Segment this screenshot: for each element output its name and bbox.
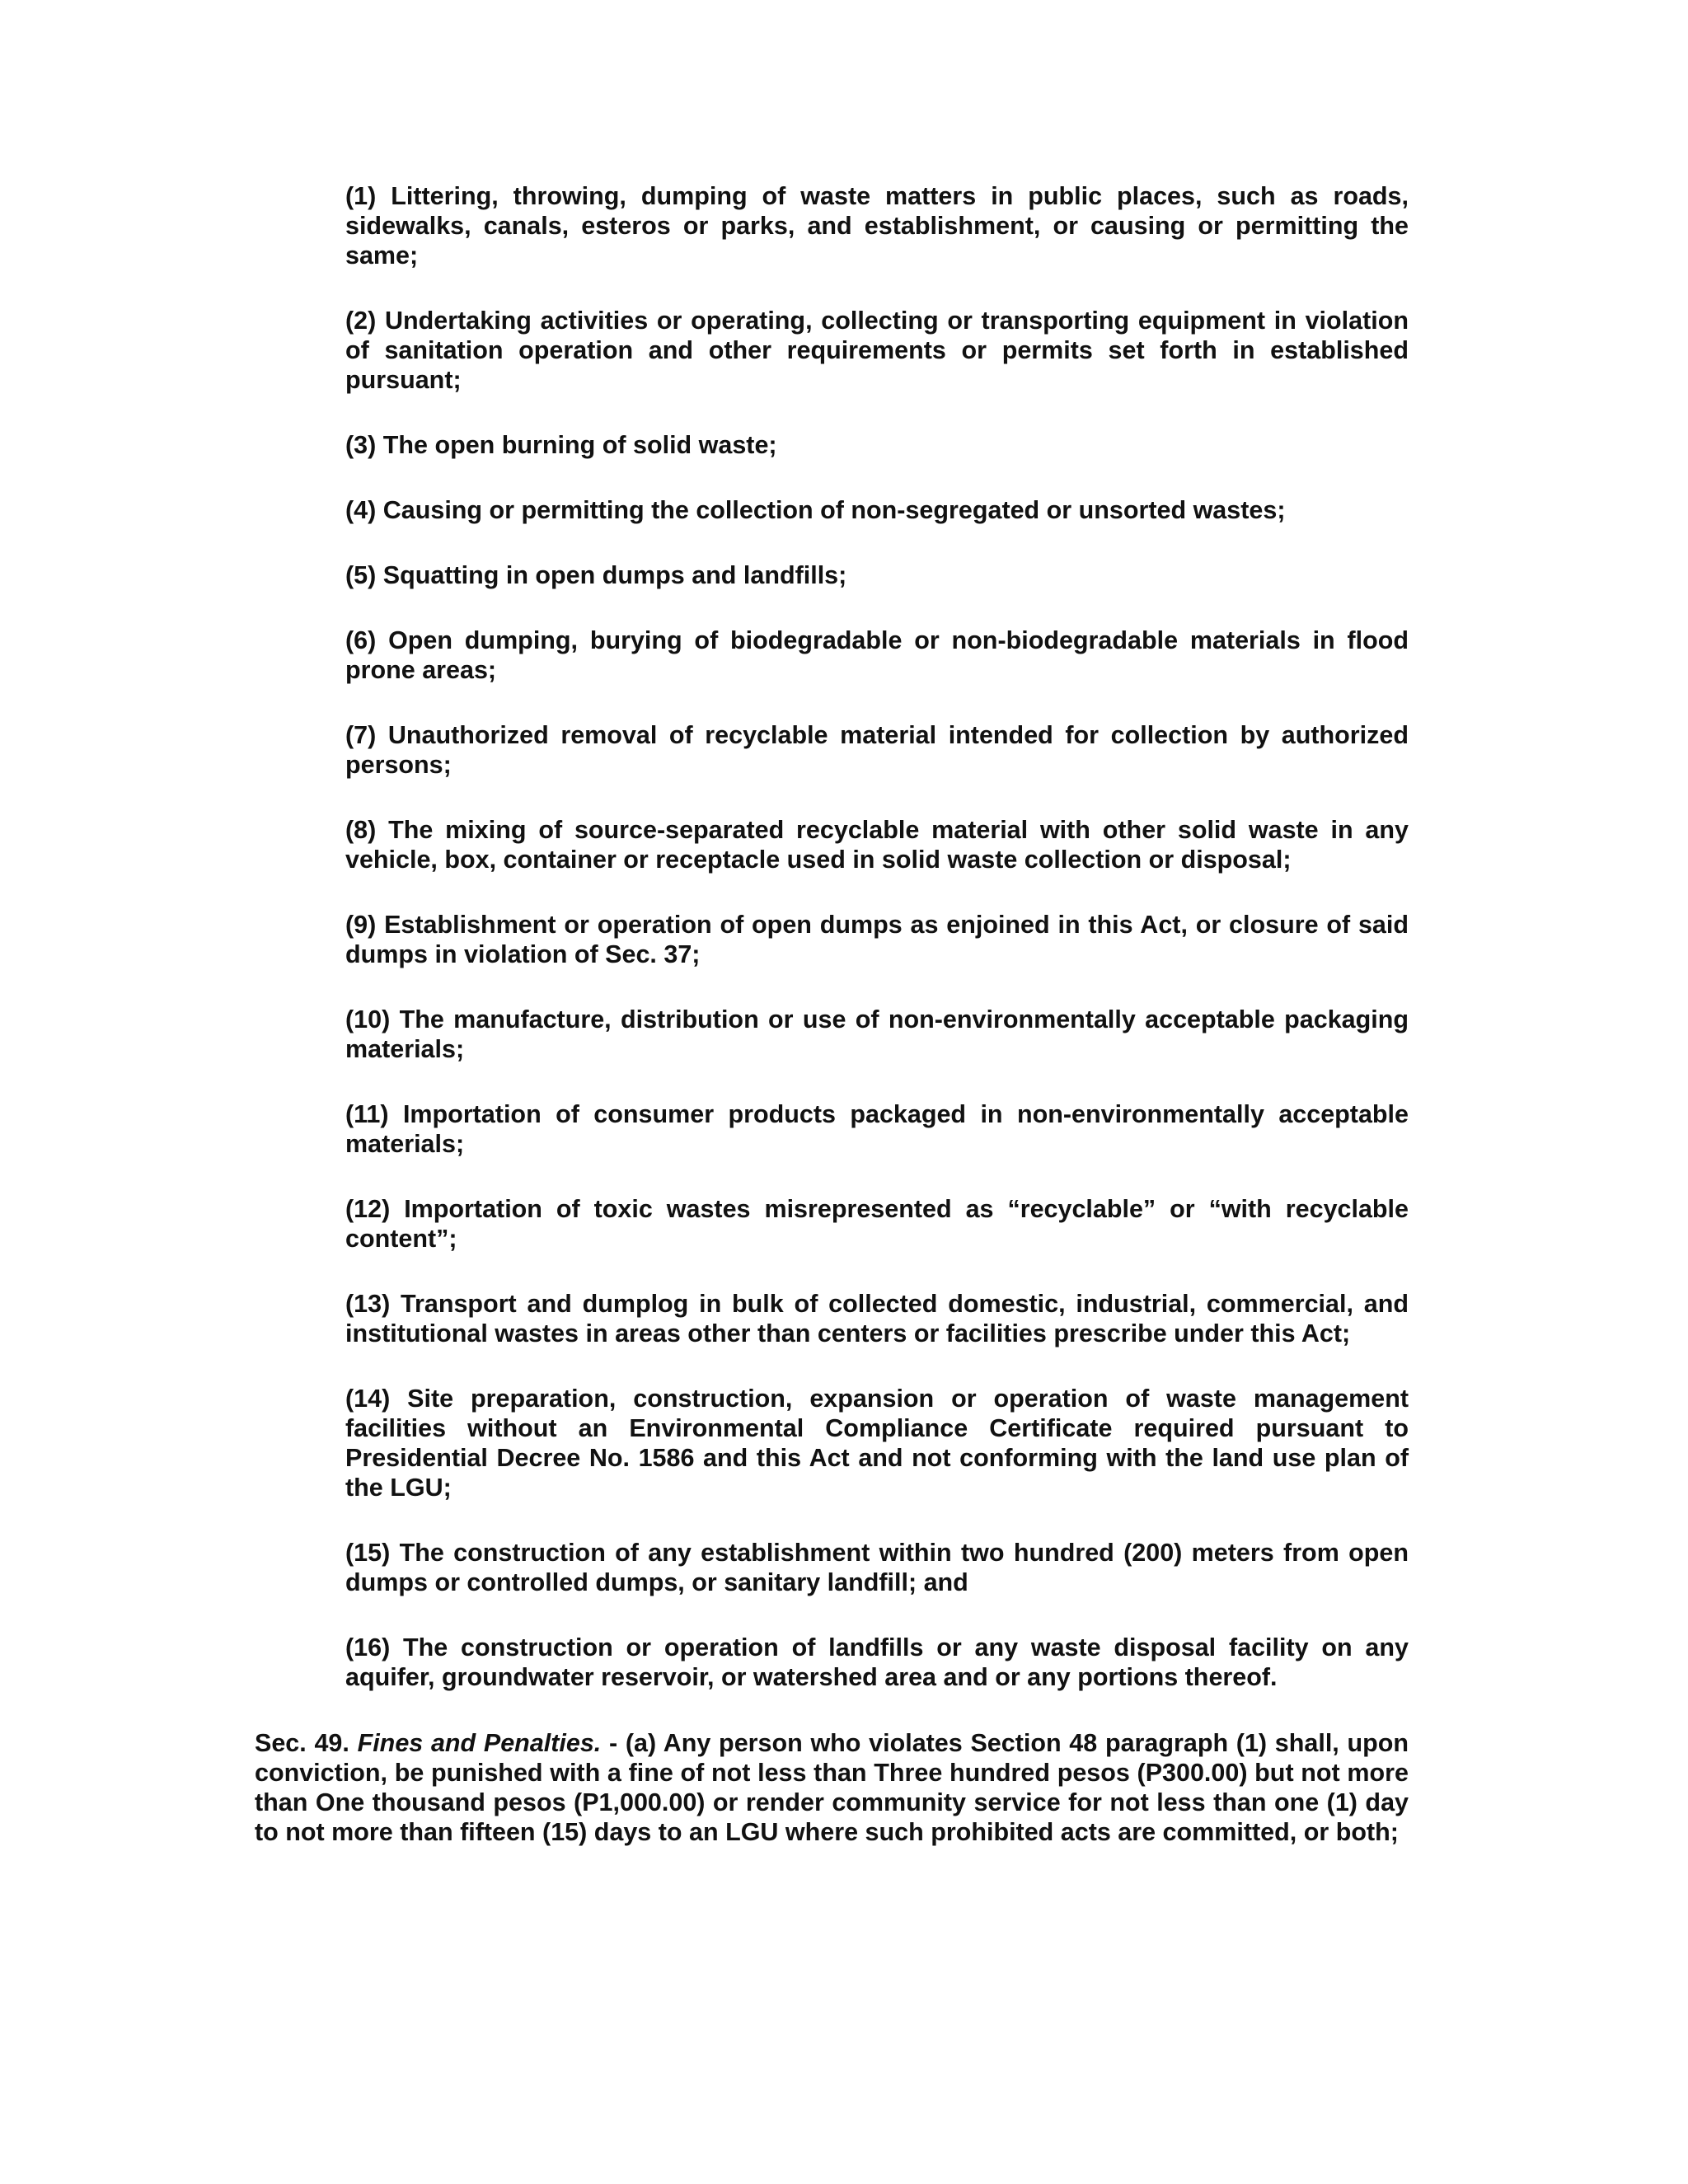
- list-item: (12) Importation of toxic wastes misrepresented as “recyclable” or “with recyclable content”;: [345, 1195, 1409, 1253]
- list-item: (2) Undertaking activities or operating, collecting or transporting equipment in violation of sanitation operation and other requirements or permits set forth in established pursuant;: [345, 307, 1409, 394]
- list-item: (5) Squatting in open dumps and landfills;: [345, 561, 847, 589]
- list-item: (3) The open burning of solid waste;: [345, 431, 777, 459]
- section-number: Sec. 49.: [255, 1729, 349, 1757]
- section-title: Fines and Penalties.: [357, 1729, 602, 1757]
- list-item: (13) Transport and dumplog in bulk of collected domestic, industrial, commercial, and institutional wastes in areas other than centers or facilities prescribe under this Act;: [345, 1290, 1409, 1347]
- list-item: (7) Unauthorized removal of recyclable material intended for collection by authorized persons;: [345, 721, 1409, 779]
- list-item: (9) Establishment or operation of open dumps as enjoined in this Act, or closure of said dumps in violation of Sec. 37;: [345, 911, 1409, 968]
- list-item: (14) Site preparation, construction, expansion or operation of waste management facilities without an Environmental Compliance Certificate required pursuant to Presidential Decree No. 1586 and this Act and not conforming with the land use plan of the LGU;: [345, 1385, 1409, 1502]
- section-49-paragraph: [255, 1728, 1409, 1847]
- list-item: (6) Open dumping, burying of biodegradable or non-biodegradable materials in flood prone areas;: [345, 626, 1409, 684]
- list-item: (8) The mixing of source-separated recyclable material with other solid waste in any vehicle, box, container or receptacle used in solid waste collection or disposal;: [345, 816, 1409, 874]
- list-item: (1) Littering, throwing, dumping of waste matters in public places, such as roads, sidewalks, canals, esteros or parks, and establishment, or causing or permitting the same;: [345, 182, 1409, 269]
- prohibited-acts-list: [345, 181, 1409, 1727]
- list-item: (15) The construction of any establishment within two hundred (200) meters from open dumps or controlled dumps, or sanitary landfill; and: [345, 1539, 1409, 1596]
- list-item: (16) The construction or operation of landfills or any waste disposal facility on any aquifer, groundwater reservoir, or watershed area and or any portions thereof.: [345, 1633, 1409, 1691]
- list-item: (11) Importation of consumer products packaged in non-environmentally acceptable materials;: [345, 1100, 1409, 1158]
- section-body: - (a) Any person who violates Section 48 paragraph (1) shall, upon conviction, be punished with a fine of not less than Three hundred pesos (P300.00) but not more than One thousand pesos (P1,000.00) or render community service for not less than one (1) day to not more than fifteen (15) days to an LGU where such prohibited acts are committed, or both;: [255, 1729, 1409, 1846]
- list-item: (4) Causing or permitting the collection of non-segregated or unsorted wastes;: [345, 496, 1286, 524]
- list-item: (10) The manufacture, distribution or use of non-environmentally acceptable packaging materials;: [345, 1005, 1409, 1063]
